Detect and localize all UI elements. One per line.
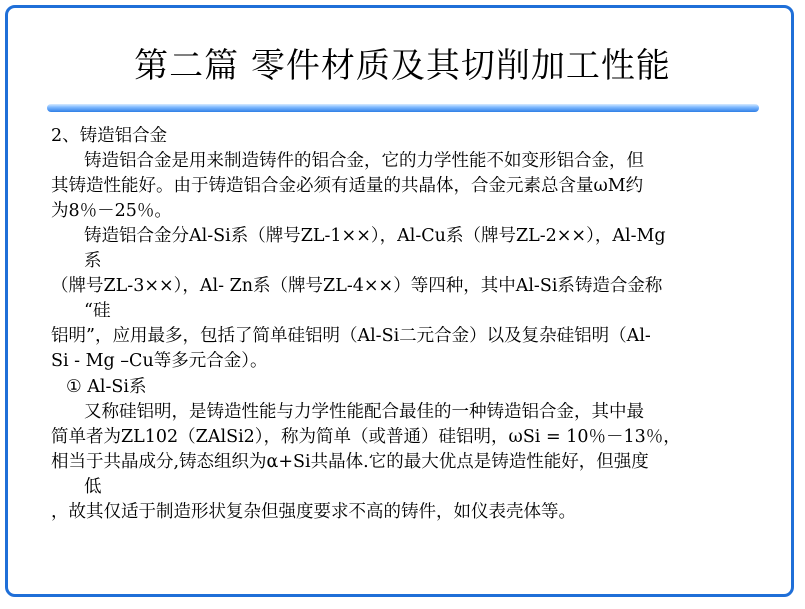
section-heading: 2、铸造铝合金: [51, 126, 168, 146]
text-line: 铸造铝合金分Al-Si系（牌号ZL-1××），Al-Cu系（牌号ZL-2××），Al-Mg: [84, 226, 666, 246]
text-line: 低: [84, 477, 102, 497]
text-line: 相当于共晶成分,铸态组织为α+Si共晶体.它的最大优点是铸造性能好，但强度: [51, 452, 649, 472]
text-line: 铝明”，应用最多，包括了简单硅铝明（Al-Si二元合金）以及复杂硅铝明（Al-: [51, 326, 651, 346]
text-line: 系: [84, 251, 102, 271]
title-divider: [47, 104, 759, 112]
subsection-heading: ① Al-Si系: [66, 377, 147, 397]
text-line: 为8％－25％。: [51, 201, 172, 221]
text-line: “硅: [84, 301, 111, 321]
text-line: 铸造铝合金是用来制造铸件的铝合金，它的力学性能不如变形铝合金，但: [84, 151, 644, 171]
text-line: 简单者为ZL102（ZAlSi2），称为简单（或普通）硅铝明，ωSi = 10％－13％，: [51, 427, 681, 447]
text-line: 其铸造性能好。由于铸造铝合金必须有适量的共晶体，合金元素总含量ωM约: [51, 176, 644, 196]
text-line: ，故其仅适于制造形状复杂但强度要求不高的铸件，如仪表壳体等。: [51, 502, 576, 522]
text-line: Si - Mg –Cu等多元合金）。: [51, 351, 268, 371]
body-text: [51, 124, 761, 526]
text-line: （牌号ZL-3××），Al- Zn系（牌号ZL-4××）等四种，其中Al-Si系铸造合金称: [51, 276, 663, 296]
text-line: 又称硅铝明，是铸造性能与力学性能配合最佳的一种铸造铝合金，其中最: [84, 402, 644, 422]
page-title: 第二篇 零件材质及其切削加工性能: [134, 46, 671, 86]
